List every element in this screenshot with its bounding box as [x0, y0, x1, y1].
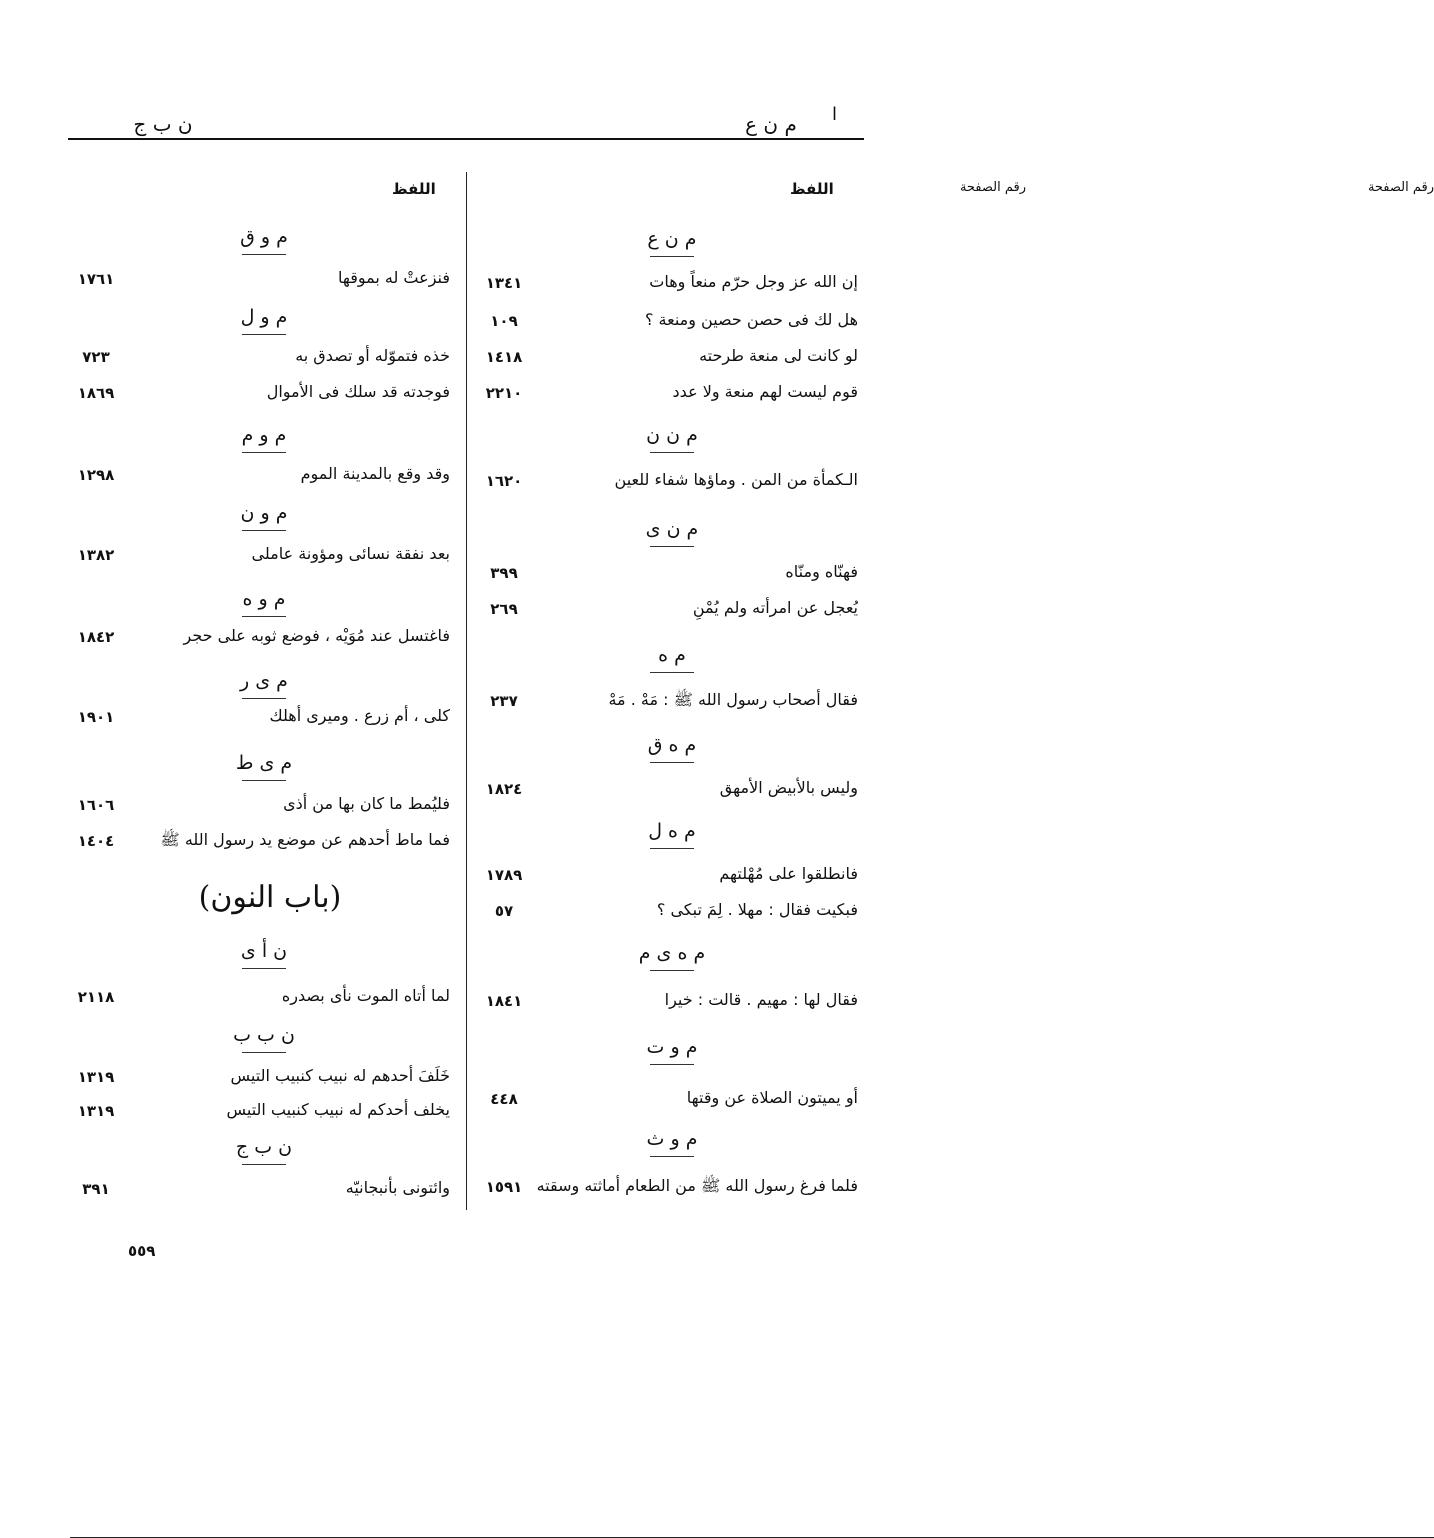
root-underline	[242, 1164, 286, 1165]
page-number: ٥٥٩	[128, 1242, 156, 1260]
root-underline	[650, 762, 694, 763]
entry-text: فليُمط ما كان بها من أذى	[283, 794, 450, 813]
entry-text: يخلف أحدكم له نبيب كنبيب التيس	[226, 1100, 450, 1119]
entry-page-number: ١٦٠٦	[77, 796, 115, 814]
entry-page-number: ١٦٢٠	[485, 472, 523, 490]
root-heading: ن أ ى	[240, 940, 288, 962]
root-heading: م و م	[241, 424, 287, 446]
root-underline	[242, 334, 286, 335]
entry-text: وليس بالأبيض الأمهق	[719, 778, 858, 797]
corner-mark: ا	[832, 104, 838, 125]
entry-page-number: ٧٢٣	[82, 348, 110, 366]
entry-text: يُعجل عن امرأته ولم يُمْنِ	[692, 598, 858, 617]
root-heading: م و ه	[242, 588, 286, 610]
entry-page-number: ٤٤٨	[490, 1090, 518, 1108]
entry-text: بعد نفقة نسائى ومؤونة عاملى	[251, 544, 450, 563]
entry-page-number: ١٣١٩	[77, 1102, 115, 1120]
root-heading: م و ق	[240, 226, 288, 248]
root-underline	[242, 530, 286, 531]
entry-text: فبكيت فقال : مهلا . لِمَ تبكى ؟	[656, 900, 858, 919]
entry-text: كلى ، أم زرع . وميرى أهلك	[269, 706, 450, 725]
root-underline	[650, 1156, 694, 1157]
entry-text: خَلَفَ أحدهم له نبيب كنبيب التيس	[230, 1066, 450, 1085]
entry-page-number: ١٩٠١	[77, 708, 115, 726]
entry-text: الـكمأة من المن . وماؤها شفاء للعين	[614, 470, 858, 489]
entry-page-number: ١٧٦١	[77, 270, 115, 288]
entry-text: أو يميتون الصلاة عن وقتها	[686, 1088, 858, 1107]
running-head-right: م ن ع	[745, 112, 797, 136]
root-heading: م ه ل	[648, 820, 696, 842]
left-col-word-header: اللفظ	[392, 180, 436, 198]
entry-text: فقال أصحاب رسول الله ﷺ : مَهْ . مَهْ	[608, 690, 858, 709]
entry-page-number: ٢١١٨	[77, 988, 115, 1006]
chapter-heading: (باب النون)	[198, 880, 342, 915]
entry-text: فقال لها : مهيم . قالت : خيرا	[664, 990, 858, 1009]
entry-text: وائتونى بأنبجانيّه	[345, 1178, 450, 1197]
right-col-page-header: رقم الصفحة	[478, 180, 1434, 1538]
entry-page-number: ٢٣٧	[490, 692, 518, 710]
root-underline	[242, 780, 286, 781]
entry-text: قوم ليست لهم منعة ولا عدد	[672, 382, 858, 401]
root-heading: م ن ع	[647, 228, 697, 250]
entry-text: فوجدته قد سلك فى الأموال	[266, 382, 450, 401]
entry-page-number: ١٣٨٢	[77, 546, 115, 564]
root-underline	[242, 452, 286, 453]
root-underline	[650, 970, 694, 971]
right-col-word-header: اللفظ	[790, 180, 834, 198]
root-underline	[242, 968, 286, 969]
root-underline	[650, 256, 694, 257]
entry-page-number: ١٧٨٩	[485, 866, 523, 884]
entry-page-number: ٢٦٩	[490, 600, 518, 618]
root-heading: م ى ر	[240, 670, 288, 692]
entry-page-number: ١٤٠٤	[77, 832, 115, 850]
entry-page-number: ١٣٤١	[485, 274, 523, 292]
entry-text: لو كانت لى منعة طرحته	[699, 346, 858, 365]
entry-page-number: ٣٩٩	[490, 564, 518, 582]
root-underline	[650, 672, 694, 673]
entry-text: هل لك فى حصن حصين ومنعة ؟	[644, 310, 858, 329]
entry-text: إن الله عز وجل حرّم منعاً وهات	[649, 272, 858, 291]
entry-text: فنزعتْ له بموقها	[337, 268, 450, 287]
entry-text: خذه فتموّله أو تصدق به	[295, 346, 450, 365]
root-heading: م و ت	[646, 1036, 698, 1058]
entry-page-number: ١٢٩٨	[77, 466, 115, 484]
entry-text: فهنّاه ومنّاه	[785, 562, 858, 581]
root-underline	[650, 848, 694, 849]
root-heading: م ه ى م	[638, 942, 706, 964]
entry-page-number: ١٨٤٢	[77, 628, 115, 646]
root-heading: ن ب ب	[233, 1024, 295, 1046]
root-heading: م و ن	[240, 502, 288, 524]
root-heading: م و ل	[240, 306, 288, 328]
entry-page-number: ٣٩١	[82, 1180, 110, 1198]
root-underline	[650, 546, 694, 547]
entry-page-number: ١٠٩	[490, 312, 518, 330]
entry-page-number: ١٨٢٤	[485, 780, 523, 798]
left-col-page-header: رقم الصفحة	[70, 180, 1026, 1538]
root-heading: م و ث	[646, 1128, 698, 1150]
root-underline	[242, 254, 286, 255]
entry-text: لما أتاه الموت نأى بصدره	[281, 986, 450, 1005]
entry-page-number: ١٨٦٩	[77, 384, 115, 402]
root-underline	[650, 452, 694, 453]
root-heading: م ى ط	[235, 752, 293, 774]
entry-page-number: ١٤١٨	[485, 348, 523, 366]
root-underline	[650, 1064, 694, 1065]
entry-text: وقد وقع بالمدينة الموم	[300, 464, 450, 483]
root-underline	[242, 698, 286, 699]
entry-page-number: ٥٧	[494, 902, 514, 920]
root-heading: م ن ن	[646, 424, 698, 446]
entry-text: فاغتسل عند مُوَيْه ، فوضع ثوبه على حجر	[183, 626, 450, 645]
root-underline	[242, 1052, 286, 1053]
root-heading: م ه ق	[647, 734, 697, 756]
root-heading: م ن ى	[645, 518, 699, 540]
root-heading: م ه	[658, 644, 686, 666]
entry-page-number: ١٨٤١	[485, 992, 523, 1010]
entry-page-number: ٢٢١٠	[485, 384, 523, 402]
root-heading: ن ب ج	[235, 1136, 293, 1158]
entry-text: فلما فرغ رسول الله ﷺ من الطعام أماثته وسقته	[536, 1176, 858, 1195]
header-rule	[68, 138, 864, 140]
entry-page-number: ١٣١٩	[77, 1068, 115, 1086]
running-head-left: ن ب ج	[133, 112, 193, 136]
entry-text: فما ماط أحدهم عن موضع يد رسول الله ﷺ	[160, 830, 450, 849]
entry-page-number: ١٥٩١	[485, 1178, 523, 1196]
root-underline	[242, 616, 286, 617]
entry-text: فانطلقوا على مُهْلتهم	[719, 864, 858, 883]
